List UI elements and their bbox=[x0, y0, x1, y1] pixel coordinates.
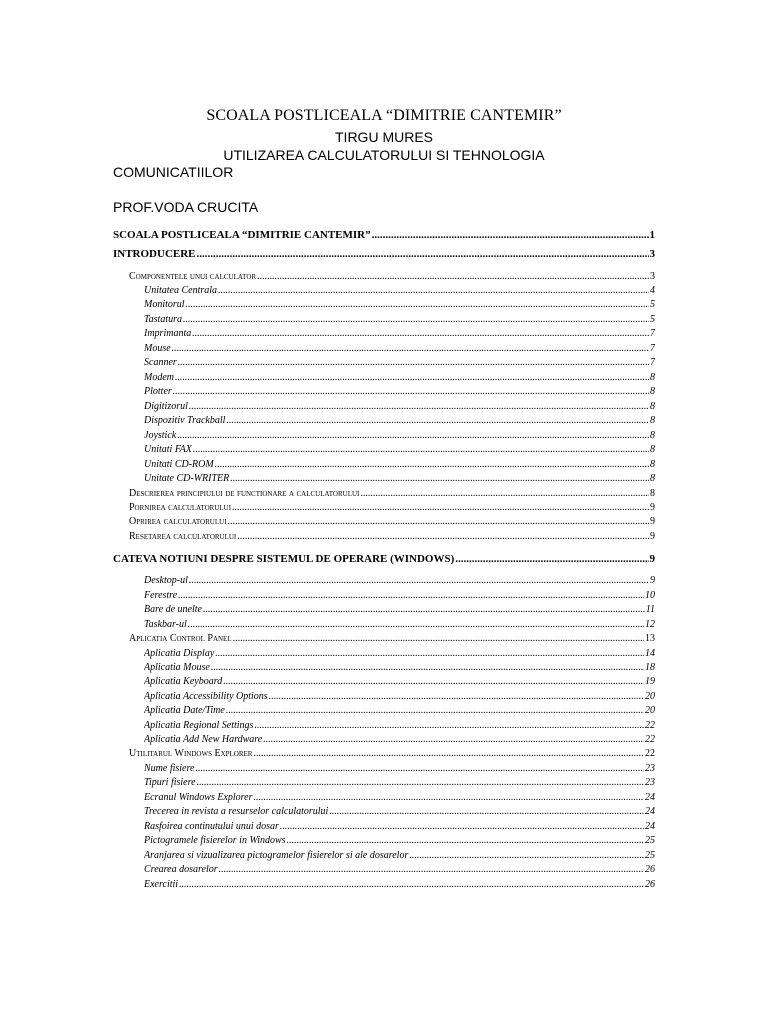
toc-entry-label: Aplicatia Regional Settings bbox=[144, 720, 254, 731]
toc-entry[interactable] bbox=[144, 400, 655, 413]
toc-entry-page-number: 3 bbox=[650, 271, 655, 282]
toc-entry-page-number: 24 bbox=[645, 821, 655, 832]
toc-entry-label: Tipuri fisiere bbox=[144, 777, 196, 788]
toc-entry-page-number: 9 bbox=[650, 531, 655, 542]
toc-entry-label: Exercitii bbox=[144, 879, 179, 890]
toc-dot-leader bbox=[226, 414, 649, 427]
toc-entry-page-number: 10 bbox=[645, 590, 655, 601]
toc-entry-page-number: 9 bbox=[650, 516, 655, 527]
toc-entry-label: Bare de unelte bbox=[144, 604, 202, 615]
toc-entry-page-number: 18 bbox=[645, 662, 655, 673]
toc-entry-label: Mouse bbox=[144, 343, 171, 354]
toc-entry[interactable] bbox=[144, 429, 655, 442]
toc-dot-leader bbox=[195, 762, 644, 775]
toc-entry-label: Ecranul Windows Explorer bbox=[144, 792, 253, 803]
toc-dot-leader bbox=[254, 719, 644, 732]
toc-entry-page-number: 9 bbox=[650, 502, 655, 513]
toc-dot-leader bbox=[189, 574, 649, 587]
toc-entry[interactable] bbox=[144, 371, 655, 384]
toc-entry[interactable] bbox=[144, 603, 655, 616]
toc-entry-label: Scanner bbox=[144, 357, 177, 368]
toc-dot-leader bbox=[175, 371, 649, 384]
toc-entry-page-number: 7 bbox=[650, 357, 655, 368]
toc-entry-page-number: 8 bbox=[650, 473, 655, 484]
toc-entry-page-number: 8 bbox=[650, 459, 655, 470]
toc-dot-leader bbox=[211, 661, 644, 674]
toc-dot-leader bbox=[178, 356, 649, 369]
toc-entry[interactable] bbox=[129, 632, 655, 645]
toc-entry-page-number: 23 bbox=[645, 763, 655, 774]
toc-dot-leader bbox=[189, 400, 649, 413]
toc-entry-page-number: 4 bbox=[650, 285, 655, 296]
toc-entry-label: Aplicatia Accessibility Options bbox=[144, 691, 268, 702]
toc-entry-label: Unitati CD-ROM bbox=[144, 459, 214, 470]
toc-entry-label: Taskbar-ul bbox=[144, 619, 187, 630]
toc-entry-label: Resetarea calculatorului bbox=[129, 531, 237, 542]
toc-dot-leader bbox=[178, 589, 644, 602]
toc-entry-label: CATEVA NOTIUNI DESPRE SISTEMUL DE OPERARE (WINDOWS) bbox=[113, 553, 455, 565]
toc-entry-label: Aplicatia Add New Hardware bbox=[144, 734, 263, 745]
toc-entry[interactable] bbox=[144, 719, 655, 732]
toc-entry[interactable] bbox=[144, 675, 655, 688]
toc-entry-label: Oprirea calculatorului bbox=[129, 516, 227, 527]
toc-dot-leader bbox=[197, 247, 649, 261]
toc-entry[interactable] bbox=[113, 247, 655, 261]
toc-entry-label: Nume fisiere bbox=[144, 763, 195, 774]
toc-entry-label: Unitatea Centrala bbox=[144, 285, 218, 296]
toc-entry-page-number: 23 bbox=[645, 777, 655, 788]
toc-entry-label: INTRODUCERE bbox=[113, 248, 196, 260]
school-title: SCOALA POSTLICEALA “DIMITRIE CANTEMIR” bbox=[206, 107, 562, 124]
toc-dot-leader bbox=[177, 429, 649, 442]
toc-dot-leader bbox=[455, 552, 648, 566]
toc-entry[interactable] bbox=[144, 776, 655, 789]
toc-entry-page-number: 26 bbox=[645, 879, 655, 890]
toc-dot-leader bbox=[192, 327, 649, 340]
toc-entry-page-number: 12 bbox=[645, 619, 655, 630]
toc-entry-page-number: 25 bbox=[645, 850, 655, 861]
toc-entry-label: Unitate CD-WRITER bbox=[144, 473, 230, 484]
toc-entry[interactable] bbox=[144, 834, 655, 847]
toc-dot-leader bbox=[179, 878, 644, 891]
toc-entry[interactable] bbox=[144, 356, 655, 369]
toc-entry-page-number: 22 bbox=[645, 720, 655, 731]
toc-entry-page-number: 20 bbox=[645, 705, 655, 716]
toc-entry-label: Componentele unui calculator bbox=[129, 271, 257, 282]
toc-entry[interactable] bbox=[144, 574, 655, 587]
toc-entry-label: Monitorul bbox=[144, 299, 185, 310]
toc-dot-leader bbox=[223, 675, 644, 688]
toc-entry[interactable] bbox=[144, 690, 655, 703]
toc-dot-leader bbox=[218, 284, 649, 297]
toc-dot-leader bbox=[257, 270, 649, 283]
toc-entry-label: SCOALA POSTLICEALA “DIMITRIE CANTEMIR” bbox=[113, 229, 371, 241]
toc-dot-leader bbox=[269, 690, 644, 703]
toc-entry[interactable] bbox=[144, 805, 655, 818]
toc-entry[interactable] bbox=[144, 284, 655, 297]
toc-entry-page-number: 26 bbox=[645, 864, 655, 875]
toc-entry-page-number: 24 bbox=[645, 792, 655, 803]
toc-dot-leader bbox=[254, 791, 644, 804]
toc-entry[interactable] bbox=[129, 515, 655, 528]
toc-entry-page-number: 25 bbox=[645, 835, 655, 846]
toc-entry-page-number: 1 bbox=[649, 229, 655, 241]
toc-dot-leader bbox=[263, 733, 644, 746]
toc-dot-leader bbox=[230, 472, 649, 485]
toc-dot-leader bbox=[215, 458, 649, 471]
toc-dot-leader bbox=[409, 849, 644, 862]
toc-entry-page-number: 3 bbox=[649, 248, 655, 260]
toc-entry-label: Utilitarul Windows Explorer bbox=[129, 748, 253, 759]
toc-entry-label: Pornirea calculatorului bbox=[129, 502, 232, 513]
toc-entry-page-number: 5 bbox=[650, 299, 655, 310]
toc-entry[interactable] bbox=[144, 443, 655, 456]
toc-entry-label: Aplicatia Date/Time bbox=[144, 705, 225, 716]
toc-entry-page-number: 8 bbox=[650, 415, 655, 426]
toc-dot-leader bbox=[360, 487, 649, 500]
toc-entry-label: Ferestre bbox=[144, 590, 178, 601]
toc-dot-leader bbox=[183, 313, 649, 326]
toc-entry[interactable] bbox=[144, 791, 655, 804]
toc-dot-leader bbox=[197, 776, 644, 789]
professor-name: PROF.VODA CRUCITA bbox=[113, 199, 259, 215]
toc-entry[interactable] bbox=[144, 878, 655, 891]
toc-entry-page-number: 20 bbox=[645, 691, 655, 702]
toc-entry-page-number: 14 bbox=[645, 648, 655, 659]
toc-dot-leader bbox=[233, 632, 644, 645]
toc-dot-leader bbox=[237, 530, 649, 543]
toc-dot-leader bbox=[215, 647, 644, 660]
toc-entry-label: Plotter bbox=[144, 386, 172, 397]
toc-entry[interactable] bbox=[129, 270, 655, 283]
toc-entry-page-number: 7 bbox=[650, 343, 655, 354]
toc-entry[interactable] bbox=[113, 552, 655, 566]
toc-entry[interactable] bbox=[144, 661, 655, 674]
toc-entry[interactable] bbox=[144, 849, 655, 862]
toc-entry[interactable] bbox=[144, 863, 655, 876]
toc-entry[interactable] bbox=[129, 487, 655, 500]
toc-entry-label: Aplicatia Control Panel bbox=[129, 633, 232, 644]
toc-entry[interactable] bbox=[144, 762, 655, 775]
toc-dot-leader bbox=[193, 443, 649, 456]
toc-entry-label: Aplicatia Display bbox=[144, 648, 215, 659]
toc-entry-label: Dispozitiv Trackball bbox=[144, 415, 226, 426]
toc-dot-leader bbox=[253, 747, 644, 760]
toc-entry[interactable] bbox=[144, 820, 655, 833]
toc-entry-label: Trecerea in revista a resurselor calculatorului bbox=[144, 806, 329, 817]
toc-dot-leader bbox=[188, 618, 644, 631]
toc-entry-page-number: 7 bbox=[650, 328, 655, 339]
toc-entry-label: Crearea dosarelor bbox=[144, 864, 218, 875]
toc-entry-page-number: 8 bbox=[650, 430, 655, 441]
toc-entry-label: Digitizorul bbox=[144, 401, 188, 412]
toc-entry-label: Unitati FAX bbox=[144, 444, 192, 455]
toc-entry-page-number: 5 bbox=[650, 314, 655, 325]
toc-entry-page-number: 11 bbox=[645, 604, 655, 615]
toc-entry[interactable] bbox=[129, 747, 655, 760]
toc-entry-page-number: 8 bbox=[650, 386, 655, 397]
toc-entry[interactable] bbox=[144, 618, 655, 631]
toc-entry-page-number: 13 bbox=[645, 633, 655, 644]
toc-entry-page-number: 8 bbox=[650, 488, 655, 499]
city-line: TIRGU MURES bbox=[335, 129, 433, 145]
toc-entry-page-number: 24 bbox=[645, 806, 655, 817]
toc-dot-leader bbox=[172, 342, 649, 355]
toc-entry[interactable] bbox=[144, 342, 655, 355]
course-title-line1: UTILIZAREA CALCULATORULUI SI TEHNOLOGIA bbox=[223, 147, 545, 163]
toc-entry[interactable] bbox=[144, 704, 655, 717]
toc-entry[interactable] bbox=[144, 385, 655, 398]
toc-entry-label: Imprimanta bbox=[144, 328, 192, 339]
toc-dot-leader bbox=[287, 834, 644, 847]
toc-entry-label: Descrierea principiului de functionare a calculatorului bbox=[129, 488, 360, 499]
toc-entry-page-number: 9 bbox=[649, 553, 655, 565]
toc-entry[interactable] bbox=[129, 501, 655, 514]
toc-dot-leader bbox=[226, 704, 644, 717]
toc-entry[interactable] bbox=[144, 733, 655, 746]
toc-entry-page-number: 22 bbox=[645, 734, 655, 745]
toc-entry-label: Rasfoirea continutului unui dosar bbox=[144, 821, 279, 832]
toc-entry[interactable] bbox=[144, 458, 655, 471]
toc-entry-page-number: 8 bbox=[650, 372, 655, 383]
toc-entry-label: Modem bbox=[144, 372, 174, 383]
toc-entry[interactable] bbox=[144, 313, 655, 326]
toc-entry-page-number: 8 bbox=[650, 444, 655, 455]
toc-dot-leader bbox=[173, 385, 649, 398]
toc-dot-leader bbox=[219, 863, 644, 876]
toc-entry[interactable] bbox=[129, 530, 655, 543]
toc-dot-leader bbox=[280, 820, 644, 833]
toc-dot-leader bbox=[232, 501, 649, 514]
toc-entry[interactable] bbox=[144, 414, 655, 427]
toc-entry-page-number: 9 bbox=[650, 575, 655, 586]
toc-entry[interactable] bbox=[144, 589, 655, 602]
toc-entry[interactable] bbox=[144, 327, 655, 340]
toc-dot-leader bbox=[186, 298, 649, 311]
course-title-line2: COMUNICATIILOR bbox=[113, 164, 234, 180]
toc-entry[interactable] bbox=[144, 298, 655, 311]
toc-dot-leader bbox=[203, 603, 645, 616]
toc-entry-page-number: 22 bbox=[645, 748, 655, 759]
toc-entry[interactable] bbox=[144, 472, 655, 485]
toc-entry-label: Aplicatia Keyboard bbox=[144, 676, 223, 687]
toc-dot-leader bbox=[329, 805, 644, 818]
toc-entry-label: Tastatura bbox=[144, 314, 182, 325]
toc-entry-page-number: 19 bbox=[645, 676, 655, 687]
toc-entry-label: Pictogramele fisierelor in Windows bbox=[144, 835, 286, 846]
toc-entry[interactable] bbox=[113, 228, 655, 242]
toc-dot-leader bbox=[372, 228, 649, 242]
toc-entry-label: Desktop-ul bbox=[144, 575, 188, 586]
toc-dot-leader bbox=[228, 515, 650, 528]
toc-entry-label: Aranjarea si vizualizarea pictogramelor fisierelor si ale dosarelor bbox=[144, 850, 409, 861]
toc-entry[interactable] bbox=[144, 647, 655, 660]
toc-entry-label: Joystick bbox=[144, 430, 177, 441]
toc-entry-page-number: 8 bbox=[650, 401, 655, 412]
toc-entry-label: Aplicatia Mouse bbox=[144, 662, 210, 673]
